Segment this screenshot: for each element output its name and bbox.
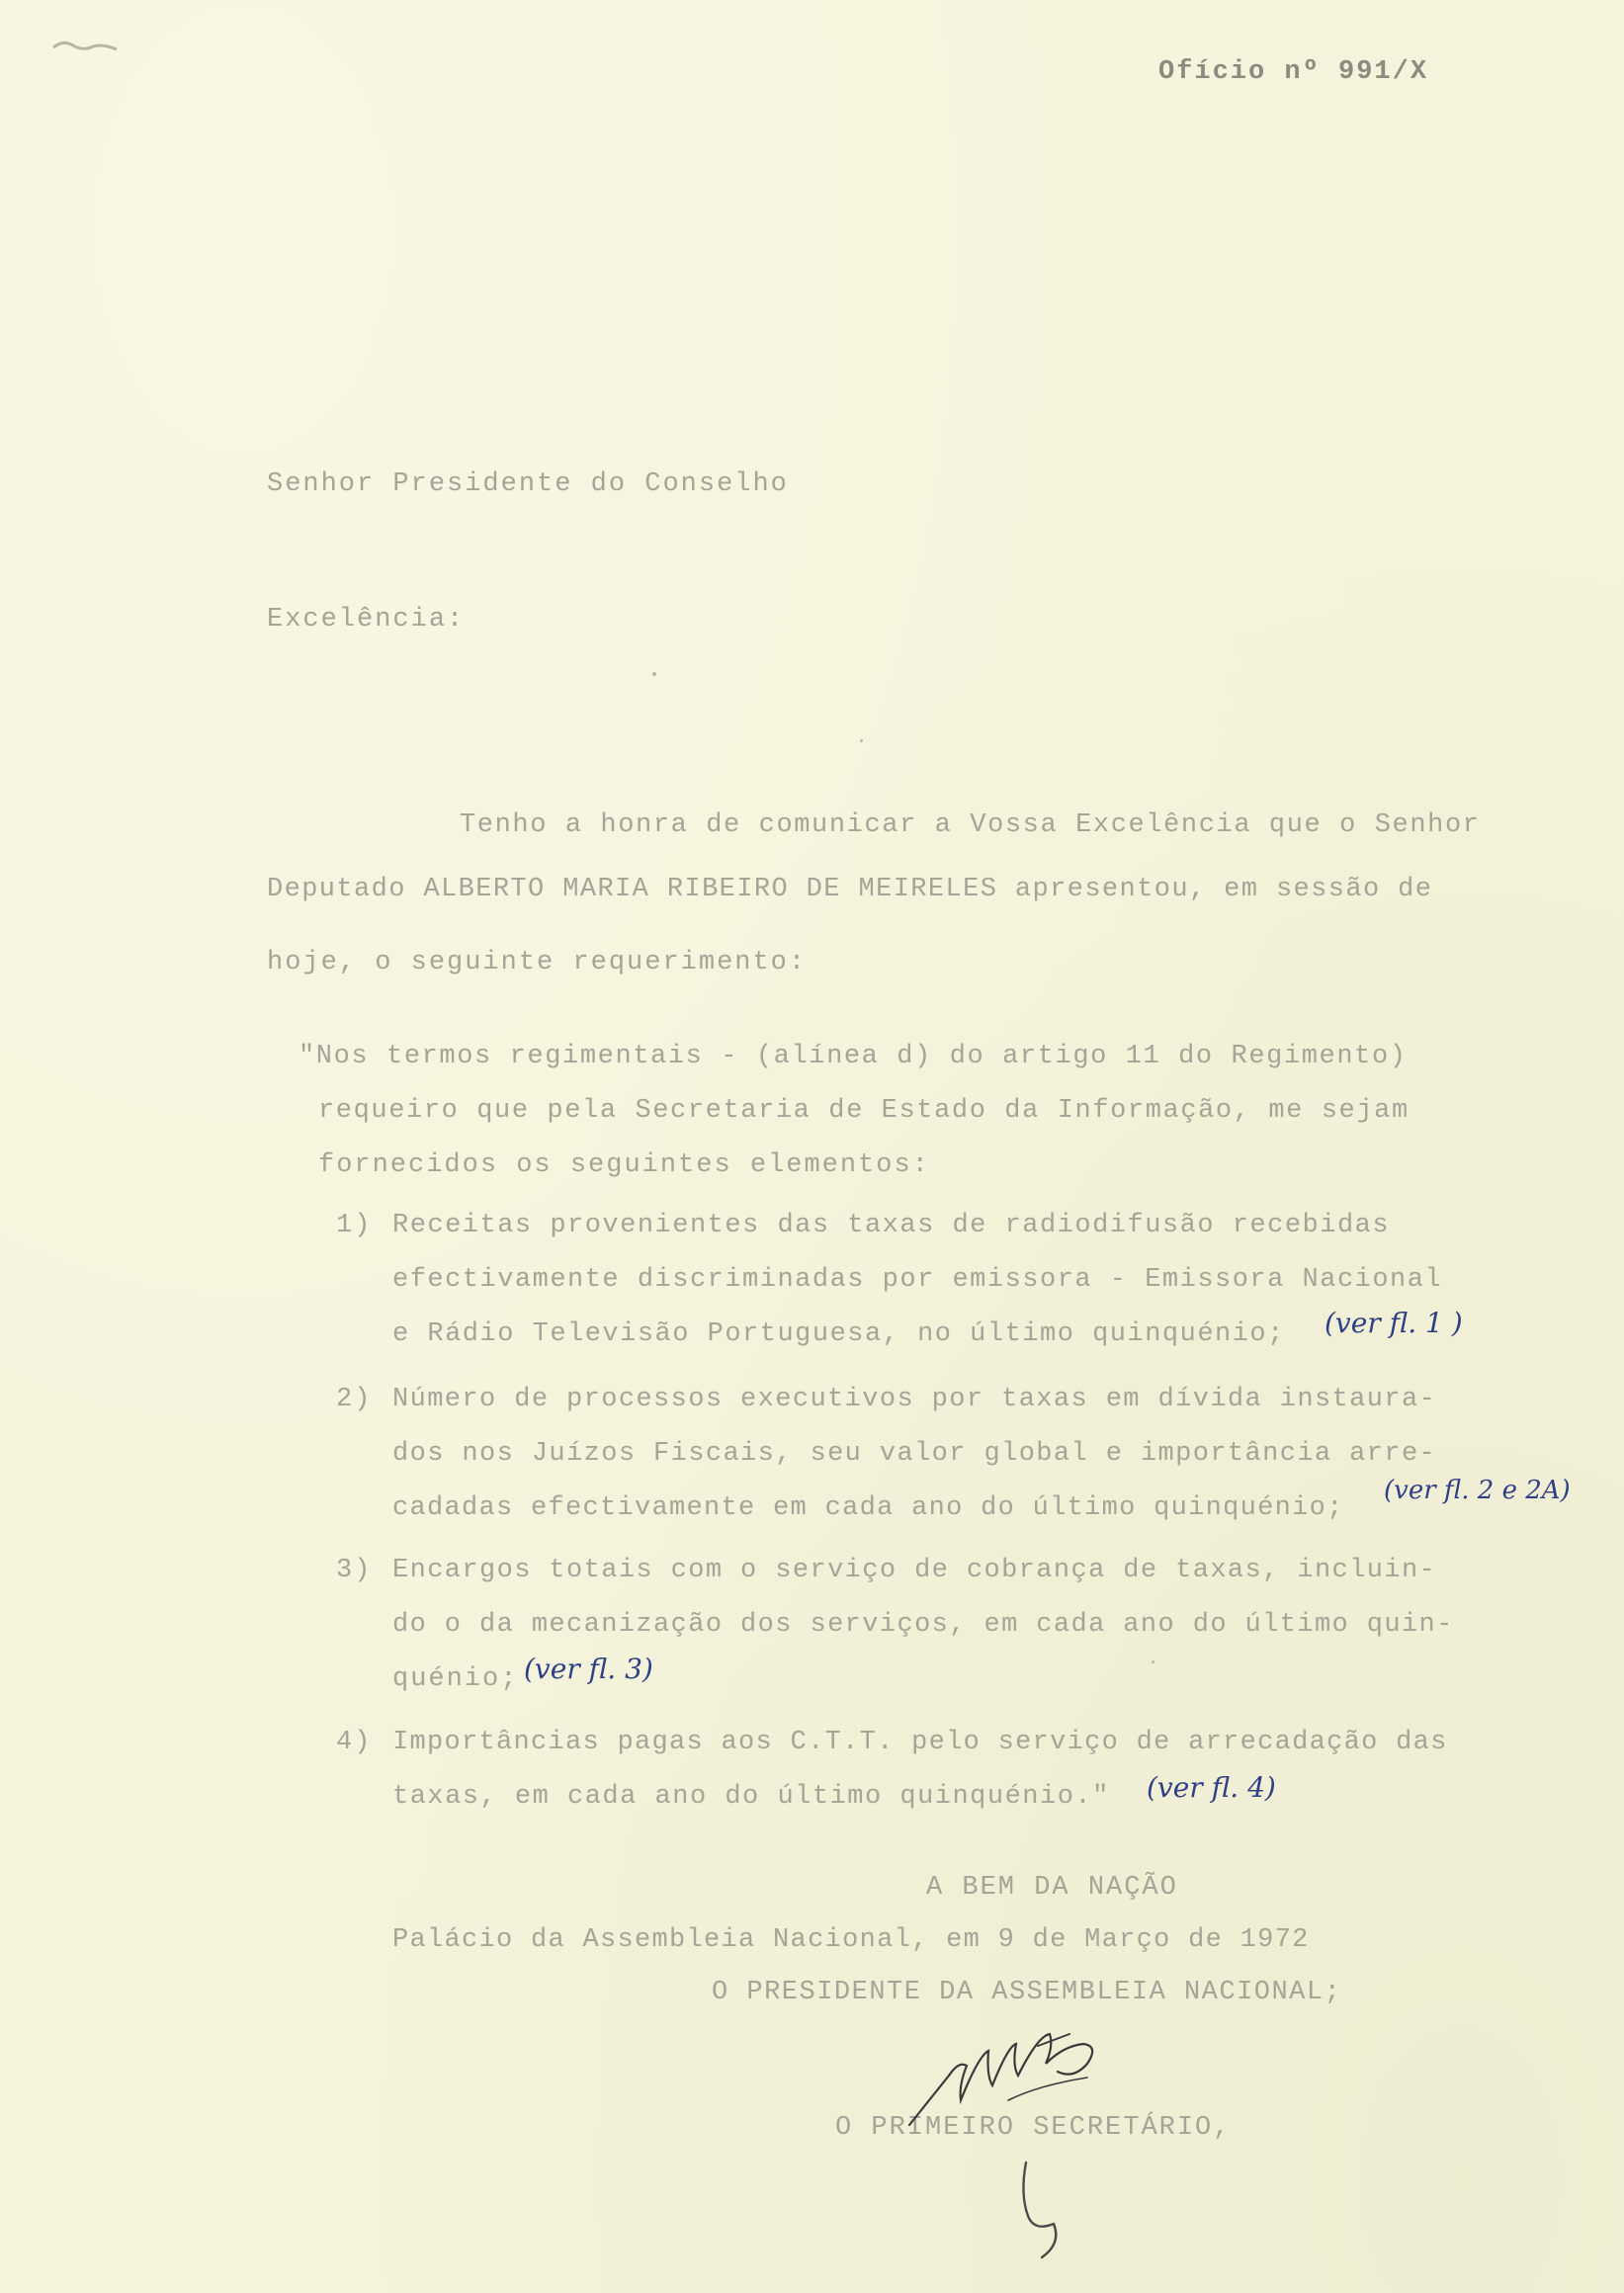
item-1-line-1: Receitas provenientes das taxas de radiodifusão recebidas xyxy=(392,1211,1391,1240)
item-3-number: 3) xyxy=(336,1556,373,1585)
item-1-line-2: efectivamente discriminadas por emissora - Emissora Nacional xyxy=(392,1265,1443,1295)
body-line-3: hoje, o seguinte requerimento: xyxy=(267,948,808,977)
speck xyxy=(1152,1660,1154,1663)
speck xyxy=(860,739,863,742)
item-4-line-2: taxas, em cada ano do último quinquénio." xyxy=(392,1782,1110,1812)
closing-president: O PRESIDENTE DA ASSEMBLEIA NACIONAL; xyxy=(712,1978,1342,2007)
item-1-handwritten-note: (ver fl. 1 ) xyxy=(1325,1307,1463,1339)
corner-mark-icon xyxy=(51,38,121,55)
body-line-2: Deputado ALBERTO MARIA RIBEIRO DE MEIRELES apresentou, em sessão de xyxy=(267,875,1433,904)
item-2-line-2: dos nos Juízos Fiscais, seu valor global e importância arre- xyxy=(392,1439,1437,1469)
item-3-line-2: do o da mecanização dos serviços, em cada ano do último quin- xyxy=(392,1610,1454,1640)
speck xyxy=(652,672,656,676)
quote-line-2: requeiro que pela Secretaria de Estado da Informação, me sejam xyxy=(318,1096,1410,1126)
salutation: Excelência: xyxy=(267,605,466,635)
item-4-number: 4) xyxy=(336,1728,373,1757)
quote-line-1: "Nos termos regimentais - (alínea d) do artigo 11 do Regimento) xyxy=(299,1042,1408,1071)
item-2-line-3: cadadas efectivamente em cada ano do último quinquénio; xyxy=(392,1493,1344,1523)
item-2-line-1: Número de processos executivos por taxas em dívida instaura- xyxy=(392,1385,1437,1414)
item-3-handwritten-note: (ver fl. 3) xyxy=(524,1653,653,1685)
item-1-number: 1) xyxy=(336,1211,373,1240)
quote-line-3: fornecidos os seguintes elementos: xyxy=(318,1150,930,1180)
item-3-line-3: quénio; xyxy=(392,1664,519,1694)
item-4-handwritten-note: (ver fl. 4) xyxy=(1147,1771,1276,1804)
document-reference: Ofício nº 991/X xyxy=(1158,57,1429,87)
signature-icon xyxy=(890,2006,1147,2145)
closing-secretary: O PRIMEIRO SECRETÁRIO, xyxy=(835,2113,1232,2143)
item-2-number: 2) xyxy=(336,1385,373,1414)
body-line-1: Tenho a honra de comunicar a Vossa Excelência que o Senhor xyxy=(460,810,1481,840)
pen-mark-icon xyxy=(998,2155,1077,2263)
closing-motto: A BEM DA NAÇÃO xyxy=(926,1873,1178,1903)
item-4-line-1: Importâncias pagas aos C.T.T. pelo serviço de arrecadação das xyxy=(392,1728,1448,1757)
item-2-handwritten-note: (ver fl. 2 e 2A) xyxy=(1384,1476,1571,1505)
addressee: Senhor Presidente do Conselho xyxy=(267,469,789,499)
closing-place-date: Palácio da Assembleia Nacional, em 9 de Março de 1972 xyxy=(392,1925,1310,1955)
item-1-line-3: e Rádio Televisão Portuguesa, no último quinquénio; xyxy=(392,1319,1285,1349)
item-3-line-1: Encargos totais com o serviço de cobrança de taxas, incluin- xyxy=(392,1556,1437,1585)
